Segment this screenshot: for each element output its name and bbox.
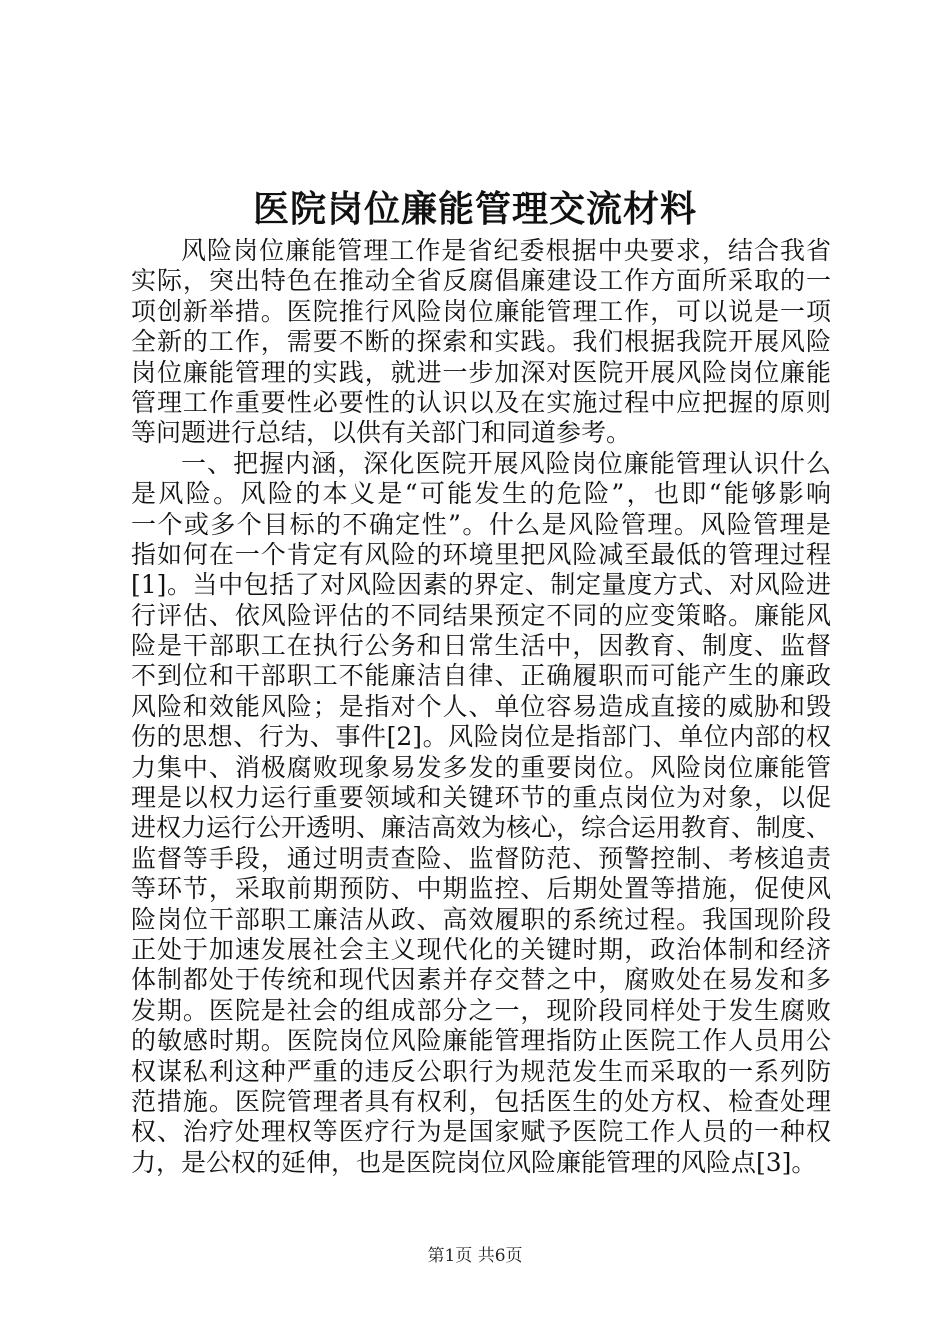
text-line: 险是干部职工在执行公务和日常生活中，因教育、制度、监督 bbox=[131, 631, 831, 661]
text-line: 等问题进行总结，以供有关部门和同道参考。 bbox=[131, 418, 632, 448]
page-footer: 第1页 共6页 bbox=[427, 1246, 523, 1266]
text-line: 权谋私利这种严重的违反公职行为规范发生而采取的一系列防 bbox=[131, 1056, 831, 1086]
text-line: 项创新举措。医院推行风险岗位廉能管理工作，可以说是一项 bbox=[131, 296, 831, 326]
text-line: 发期。医院是社会的组成部分之一，现阶段同样处于发生腐败 bbox=[131, 995, 831, 1025]
text-line: 一个或多个目标的不确定性”。什么是风险管理。风险管理是 bbox=[131, 509, 831, 539]
text-line: 正处于加速发展社会主义现代化的关键时期，政治体制和经济 bbox=[131, 934, 831, 964]
text-line: [1]。当中包括了对风险因素的界定、制定量度方式、对风险进 bbox=[131, 570, 831, 600]
text-line: 范措施。医院管理者具有权利，包括医生的处方权、检查处理 bbox=[131, 1086, 831, 1116]
text-line: 力集中、消极腐败现象易发多发的重要岗位。风险岗位廉能管 bbox=[131, 752, 831, 782]
text-line: 一、把握内涵，深化医院开展风险岗位廉能管理认识什么 bbox=[181, 448, 831, 478]
text-line: 风险和效能风险；是指对个人、单位容易造成直接的威胁和毁 bbox=[131, 691, 831, 721]
text-line: 风险岗位廉能管理工作是省纪委根据中央要求，结合我省 bbox=[181, 236, 831, 265]
text-line: 权、治疗处理权等医疗行为是国家赋予医院工作人员的一种权 bbox=[131, 1117, 831, 1147]
text-line: 不到位和干部职工不能廉洁自律、正确履职而可能产生的廉政 bbox=[131, 661, 831, 691]
text-line: 管理工作重要性必要性的认识以及在实施过程中应把握的原则 bbox=[131, 387, 831, 417]
text-line: 是风险。风险的本义是“可能发生的危险”，也即“能够影响 bbox=[131, 479, 831, 509]
text-line: 监督等手段，通过明责查险、监督防范、预警控制、考核追责 bbox=[131, 843, 831, 873]
text-line: 全新的工作，需要不断的探索和实践。我们根据我院开展风险 bbox=[131, 327, 831, 357]
text-line: 指如何在一个肯定有风险的环境里把风险减至最低的管理过程 bbox=[131, 539, 831, 569]
text-line: 行评估、依风险评估的不同结果预定不同的应变策略。廉能风 bbox=[131, 600, 831, 630]
text-line: 实际，突出特色在推动全省反腐倡廉建设工作方面所采取的一 bbox=[131, 266, 831, 296]
text-line: 的敏感时期。医院岗位风险廉能管理指防止医院工作人员用公 bbox=[131, 1026, 831, 1056]
document-body bbox=[131, 236, 831, 1178]
text-line: 险岗位干部职工廉洁从政、高效履职的系统过程。我国现阶段 bbox=[131, 904, 831, 934]
paragraph-section-one bbox=[131, 449, 831, 1178]
text-line: 力，是公权的延伸，也是医院岗位风险廉能管理的风险点[3]。 bbox=[131, 1147, 817, 1177]
text-line: 体制都处于传统和现代因素并存交替之中，腐败处在易发和多 bbox=[131, 965, 831, 995]
paragraph-intro bbox=[131, 236, 831, 449]
text-line: 理是以权力运行重要领域和关键环节的重点岗位为对象，以促 bbox=[131, 783, 831, 813]
text-line: 等环节，采取前期预防、中期监控、后期处置等措施，促使风 bbox=[131, 874, 831, 904]
text-line: 岗位廉能管理的实践，就进一步加深对医院开展风险岗位廉能 bbox=[131, 357, 831, 387]
document-title: 医院岗位廉能管理交流材料 bbox=[252, 188, 697, 230]
text-line: 进权力运行公开透明、廉洁高效为核心，综合运用教育、制度、 bbox=[131, 813, 832, 843]
text-line: 伤的思想、行为、事件[2]。风险岗位是指部门、单位内部的权 bbox=[131, 722, 831, 752]
